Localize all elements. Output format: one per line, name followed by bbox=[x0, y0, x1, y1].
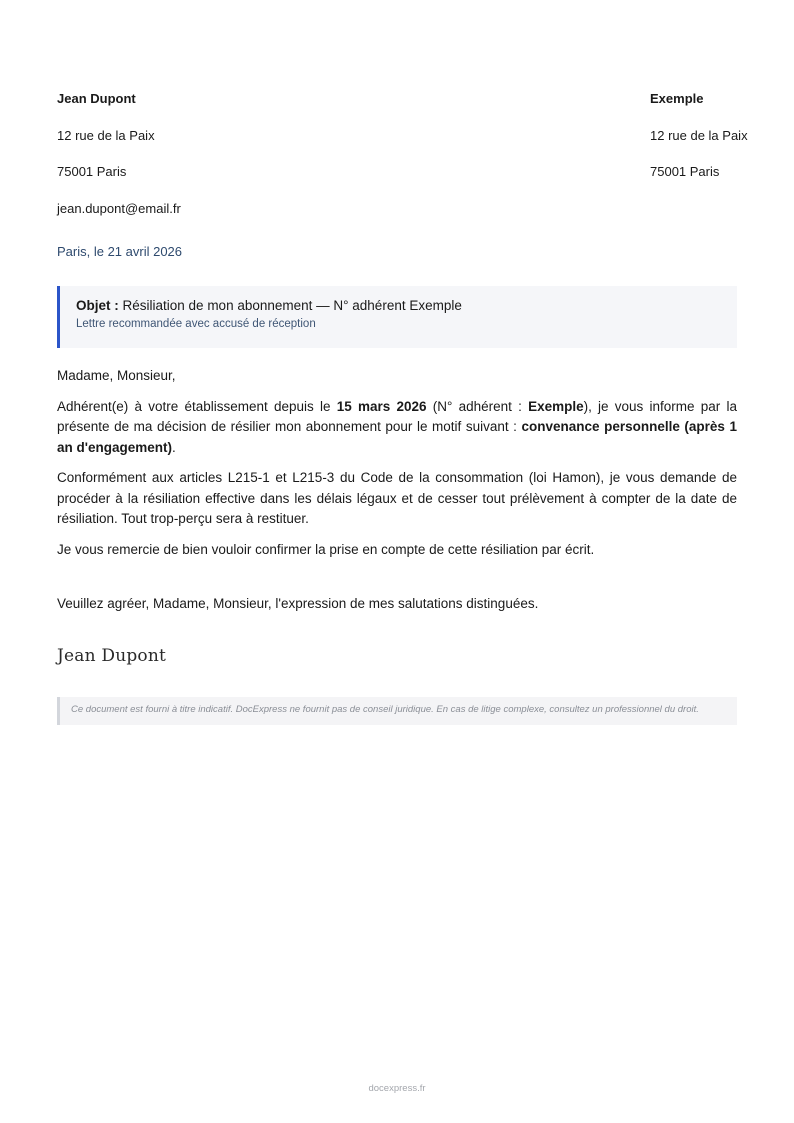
recipient-city: 75001 Paris bbox=[650, 164, 720, 179]
p1-text-2: (N° adhérent : bbox=[426, 398, 529, 414]
member-number: Exemple bbox=[528, 398, 584, 414]
subject-label: Objet : bbox=[76, 298, 119, 313]
letter-date: Paris, le 21 avril 2026 bbox=[57, 244, 183, 259]
paragraph-legal: Conformément aux articles L215-1 et L215-3 du Code de la consommation (loi Hamon), je vous demande de procéder à la résiliation effective dans les délais légaux et de cesser tout prélèvement à compter de la date de résiliation. Tout trop-perçu sera à restituer. bbox=[57, 470, 737, 526]
sender-address bbox=[57, 90, 181, 236]
sender-email: jean.dupont@email.fr bbox=[57, 200, 181, 216]
greeting: Madame, Monsieur, bbox=[57, 368, 176, 383]
p1-text-4: . bbox=[171, 439, 176, 455]
subject-line bbox=[76, 297, 737, 315]
sender-name: Jean Dupont bbox=[57, 91, 136, 106]
recipient-name: Exemple bbox=[650, 91, 704, 106]
subject-box bbox=[57, 286, 737, 348]
sender-street: 12 rue de la Paix bbox=[57, 127, 155, 143]
membership-date: 15 mars 2026 bbox=[336, 398, 427, 414]
paragraph-membership bbox=[57, 397, 737, 459]
termination-reason: convenance personnelle (après 1 an d'engagement) bbox=[57, 419, 737, 455]
subject-note: Lettre recommandée avec accusé de réception bbox=[76, 318, 316, 330]
recipient-street: 12 rue de la Paix bbox=[650, 127, 748, 143]
recipient-address bbox=[650, 90, 748, 200]
paragraph-confirmation: Je vous remercie de bien vouloir confirmer la prise en compte de cette résiliation par écrit. bbox=[57, 541, 595, 557]
p1-text-1: Adhérent(e) à votre établissement depuis le bbox=[57, 398, 337, 414]
signature: Jean Dupont bbox=[57, 646, 167, 666]
footer-brand: docexpress.fr bbox=[368, 1083, 426, 1094]
subject-text: Résiliation de mon abonnement — N° adhérent Exemple bbox=[122, 298, 462, 313]
p1-text-3: ), je vous informe par la présente de ma décision de résilier mon abonnement pour le motif suivant : bbox=[57, 398, 737, 434]
disclaimer-box: Ce document est fourni à titre indicatif. DocExpress ne fournit pas de conseil juridique. En cas de litige complexe, consultez un professionnel du droit. bbox=[57, 697, 737, 725]
closing-formula: Veuillez agréer, Madame, Monsieur, l'expression de mes salutations distinguées. bbox=[57, 596, 539, 611]
letter-body bbox=[57, 366, 737, 570]
sender-city: 75001 Paris bbox=[57, 164, 127, 179]
